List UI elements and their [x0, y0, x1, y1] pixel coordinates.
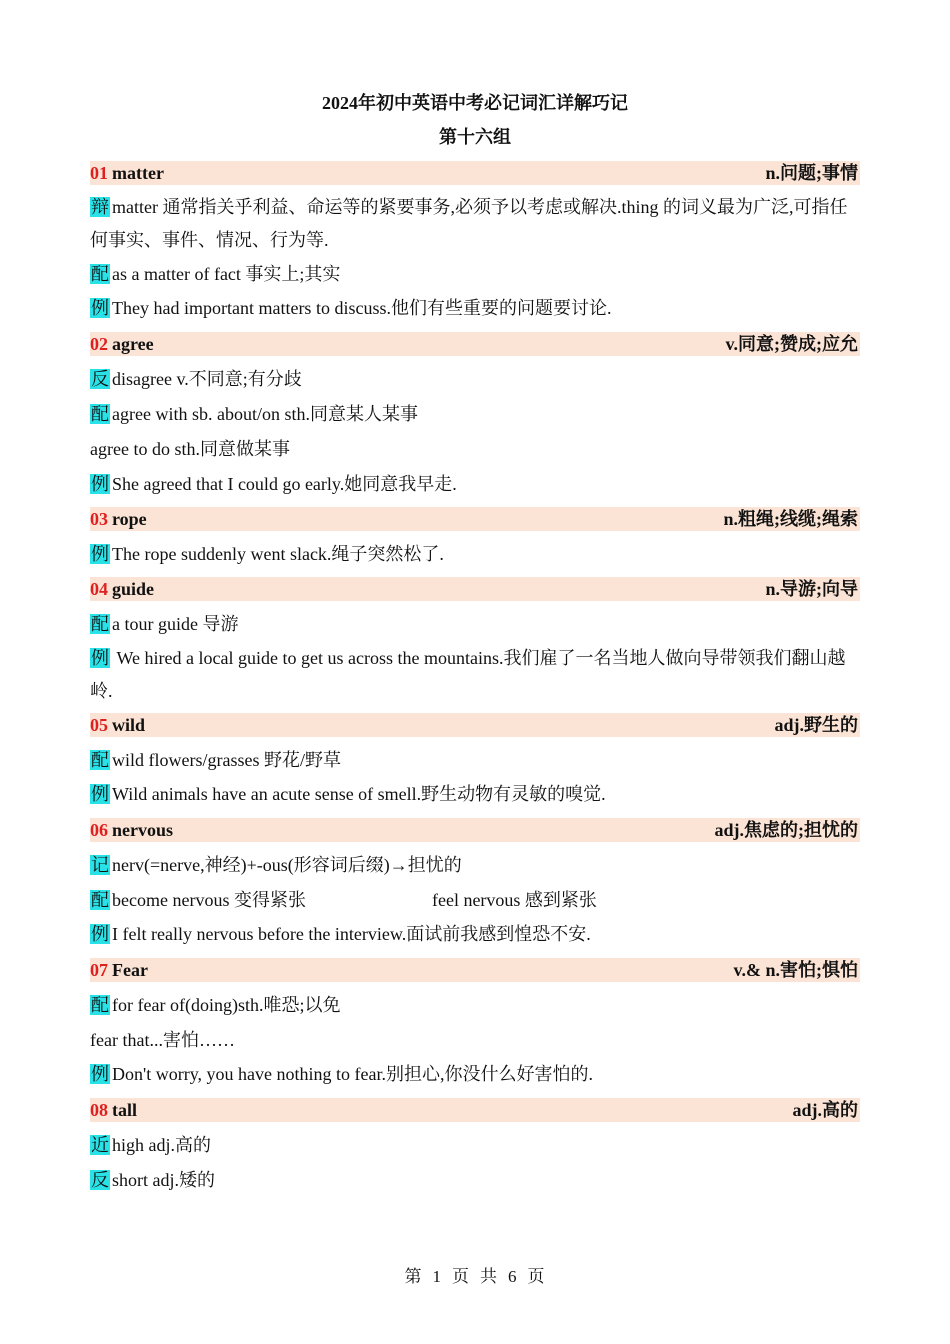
entry-line — [90, 1163, 860, 1198]
entry-number: 04 — [90, 579, 108, 599]
entry-line — [90, 918, 860, 953]
entry-headword — [90, 161, 164, 185]
document-page — [90, 86, 860, 1198]
line-text: become nervous 变得紧张 — [112, 890, 306, 910]
entry-number: 02 — [90, 334, 108, 354]
entry-number: 08 — [90, 1100, 108, 1120]
entry-number: 01 — [90, 163, 108, 183]
entry-line — [90, 642, 860, 708]
entry-line — [90, 743, 860, 778]
entry-line — [90, 432, 860, 467]
vocab-entry — [90, 818, 860, 953]
line-tag-badge: 例 — [91, 544, 109, 564]
entry-header — [90, 818, 860, 842]
line-tag-badge: 近 — [91, 1135, 109, 1155]
entry-line — [90, 1128, 860, 1163]
entry-headword — [90, 1098, 137, 1122]
line-text: The rope suddenly went slack.绳子突然松了. — [112, 544, 444, 564]
line-text: high adj.高的 — [112, 1135, 211, 1155]
line-tag-badge: 记 — [91, 855, 109, 875]
entry-headword — [90, 507, 147, 531]
vocab-entry — [90, 1098, 860, 1198]
entry-word: agree — [112, 334, 154, 354]
entry-word: rope — [112, 509, 147, 529]
entry-number: 06 — [90, 820, 108, 840]
line-text: a tour guide 导游 — [112, 614, 239, 634]
line-tag-badge: 配 — [91, 404, 109, 424]
entry-line — [90, 988, 860, 1023]
line-tag-badge: 例 — [91, 1064, 109, 1084]
line-text: for fear of(doing)sth.唯恐;以免 — [112, 995, 341, 1015]
entry-line — [90, 467, 860, 502]
entry-word: matter — [112, 163, 164, 183]
entry-part-of-speech: adj.野生的 — [774, 715, 858, 735]
entry-header — [90, 577, 860, 601]
footer-mid: 页 — [452, 1267, 470, 1286]
line-tag-badge: 辩 — [91, 197, 109, 217]
entry-header — [90, 958, 860, 982]
line-tag-badge: 配 — [91, 614, 109, 634]
line-text: as a matter of fact 事实上;其实 — [112, 264, 341, 284]
footer-prefix: 第 — [404, 1267, 423, 1286]
entry-list — [90, 161, 860, 1198]
entry-header — [90, 332, 860, 356]
line-tag-badge: 例 — [91, 474, 109, 494]
line-text-secondary: feel nervous 感到紧张 — [431, 890, 597, 910]
entry-header — [90, 507, 860, 531]
footer-page-number: 1 — [432, 1267, 442, 1286]
footer-total-prefix: 共 — [480, 1267, 498, 1286]
line-tag-badge: 配 — [91, 750, 109, 770]
line-text: wild flowers/grasses 野花/野草 — [112, 750, 341, 770]
vocab-entry — [90, 713, 860, 813]
entry-line — [90, 362, 860, 397]
line-text: agree with sb. about/on sth.同意某人某事 — [112, 404, 418, 424]
line-tag-badge: 反 — [91, 1170, 109, 1190]
entry-line — [90, 257, 860, 292]
entry-part-of-speech: n.导游;向导 — [765, 579, 858, 599]
entry-word: nervous — [112, 820, 174, 840]
entry-header — [90, 713, 860, 737]
line-text: They had important matters to discuss.他们有些重要的问题要讨论. — [112, 298, 612, 318]
line-tag-badge: 例 — [91, 298, 109, 318]
entry-number: 05 — [90, 715, 108, 735]
entry-line — [90, 191, 860, 257]
entry-number: 03 — [90, 509, 108, 529]
line-text: I felt really nervous before the interview.面试前我感到惶恐不安. — [112, 924, 591, 944]
entry-header — [90, 1098, 860, 1122]
entry-number: 07 — [90, 960, 108, 980]
entry-word: guide — [112, 579, 155, 599]
line-text: fear that...害怕…… — [90, 1030, 235, 1050]
vocab-entry — [90, 958, 860, 1093]
line-tag-badge: 反 — [91, 369, 109, 389]
vocab-entry — [90, 577, 860, 708]
entry-headword — [90, 332, 154, 356]
page-footer — [0, 1262, 950, 1287]
entry-header — [90, 161, 860, 185]
line-tag-badge: 例 — [91, 784, 109, 804]
entry-part-of-speech: adj.焦虑的;担忧的 — [714, 820, 858, 840]
line-text: Wild animals have an acute sense of smell.野生动物有灵敏的嗅觉. — [112, 784, 606, 804]
entry-line — [90, 883, 860, 918]
line-tag-badge: 配 — [91, 264, 109, 284]
entry-line — [90, 607, 860, 642]
entry-line — [90, 848, 860, 883]
entry-line — [90, 778, 860, 813]
vocab-entry — [90, 161, 860, 327]
entry-word: tall — [112, 1100, 137, 1120]
entry-headword — [90, 577, 154, 601]
vocab-entry — [90, 332, 860, 502]
entry-line — [90, 292, 860, 327]
entry-headword — [90, 818, 173, 842]
group-title: 第十六组 — [439, 127, 511, 147]
entry-part-of-speech: adj.高的 — [792, 1100, 858, 1120]
line-text: nerv(=nerve,神经)+-ous(形容词后缀)→担忧的 — [112, 855, 462, 875]
line-tag-badge: 例 — [91, 924, 109, 944]
line-text: short adj.矮的 — [112, 1170, 215, 1190]
line-text: matter 通常指关乎利益、命运等的紧要事务,必须予以考虑或解决.thing 的词义最为广泛,可指任何事实、事件、情况、行为等. — [90, 197, 848, 250]
entry-part-of-speech: v.& n.害怕;惧怕 — [733, 960, 858, 980]
entry-part-of-speech: n.问题;事情 — [765, 163, 858, 183]
vocab-entry — [90, 507, 860, 572]
entry-line — [90, 1023, 860, 1058]
line-tag-badge: 配 — [91, 995, 109, 1015]
line-tag-badge: 例 — [91, 648, 109, 668]
line-text: disagree v.不同意;有分歧 — [112, 369, 302, 389]
footer-suffix: 页 — [527, 1267, 546, 1286]
entry-line — [90, 1058, 860, 1093]
line-text: We hired a local guide to get us across the mountains.我们雇了一名当地人做向导带领我们翻山越岭. — [90, 648, 846, 701]
entry-part-of-speech: n.粗绳;线缆;绳索 — [723, 509, 858, 529]
line-text: agree to do sth.同意做某事 — [90, 439, 290, 459]
entry-part-of-speech: v.同意;赞成;应允 — [725, 334, 858, 354]
entry-word: Fear — [112, 960, 148, 980]
entry-word: wild — [112, 715, 146, 735]
entry-headword — [90, 958, 148, 982]
line-text: She agreed that I could go early.她同意我早走. — [112, 474, 457, 494]
footer-total-pages: 6 — [508, 1267, 518, 1286]
line-text: Don't worry, you have nothing to fear.别担心,你没什么好害怕的. — [112, 1064, 594, 1084]
entry-line — [90, 537, 860, 572]
page-title: 2024年初中英语中考必记词汇详解巧记 — [322, 93, 628, 113]
line-tag-badge: 配 — [91, 890, 109, 910]
entry-headword — [90, 713, 145, 737]
entry-line — [90, 397, 860, 432]
